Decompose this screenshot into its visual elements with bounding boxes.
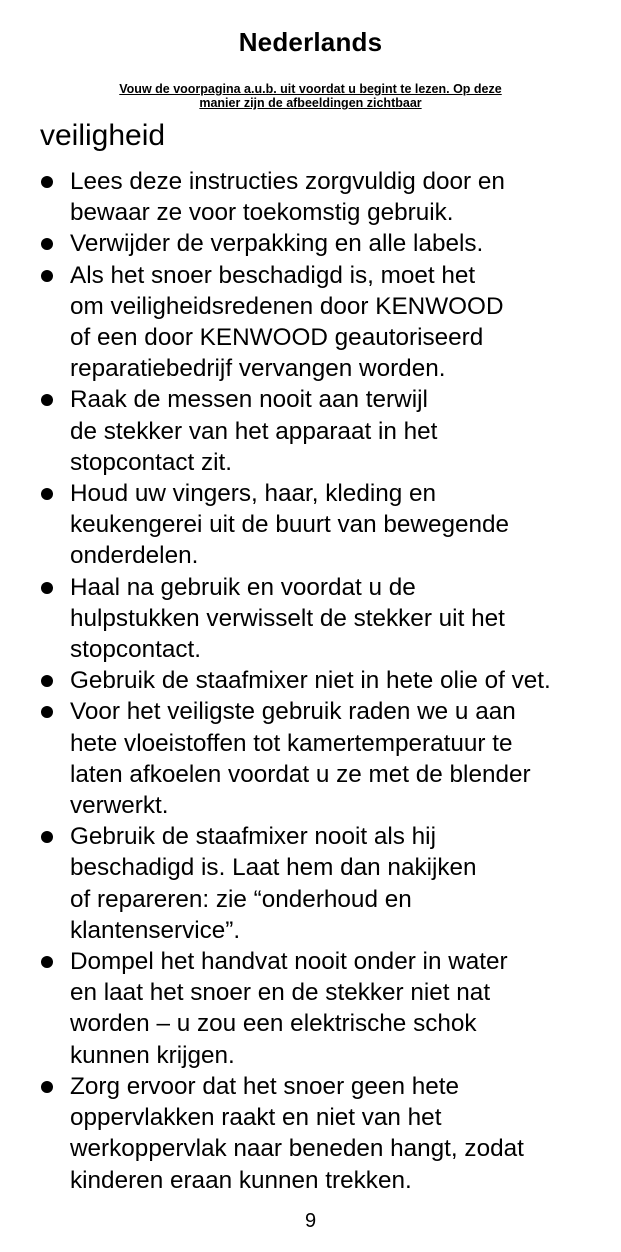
bullet-icon [41,176,53,188]
list-item-text: en laat het snoer en de stekker niet nat [70,979,491,1007]
list-item-text: om veiligheidsredenen door KENWOOD [70,292,504,320]
list-item [40,1071,600,1196]
list-item-text: verwerkt. [70,792,169,820]
list-item-text: oppervlakken raakt en niet van het [70,1104,442,1132]
bullet-icon [41,238,53,250]
page-number: 9 [304,1210,317,1232]
list-item [40,665,600,696]
list-item-text: Dompel het handvat nooit onder in water [70,948,508,976]
list-item [40,260,600,385]
fold-note-line: manier zijn de afbeeldingen zichtbaar [199,96,422,110]
list-item-text: hulpstukken verwisselt de stekker uit het [70,604,505,632]
list-item-text: de stekker van het apparaat in het [70,417,438,445]
list-item-text: kunnen krijgen. [70,1041,235,1069]
list-item-text: Lees deze instructies zorgvuldig door en [70,168,505,195]
list-item-text: Voor het veiligste gebruik raden we u aan [70,698,516,726]
safety-instructions-list [40,166,600,1196]
list-item-text: beschadigd is. Laat hem dan nakijken [70,854,477,882]
bullet-icon [41,706,53,718]
list-item-text: klantenservice”. [70,916,241,944]
list-item-text: worden – u zou een elektrische schok [70,1010,477,1038]
list-item-text: Raak de messen nooit aan terwijl [70,386,428,414]
list-item-text: kinderen eraan kunnen trekken. [70,1166,412,1194]
list-item-text: stopcontact zit. [70,448,233,476]
list-item-text: bewaar ze voor toekomstig gebruik. [70,199,454,227]
list-item-text: keukengerei uit de buurt van bewegende [70,511,510,539]
list-item-text: Verwijder de verpakking en alle labels. [70,230,484,258]
list-item-text: Als het snoer beschadigd is, moet het [70,261,476,289]
bullet-icon [41,956,53,968]
list-item-text: reparatiebedrijf vervangen worden. [70,355,446,383]
list-item [40,166,600,228]
list-item-text: Zorg ervoor dat het snoer geen hete [70,1072,459,1100]
list-item-text: onderdelen. [70,542,199,570]
bullet-icon [41,270,53,282]
list-item-text: Houd uw vingers, haar, kleding en [70,480,437,508]
list-item-text: hete vloeistoffen tot kamertemperatuur te [70,729,513,757]
section-heading: veiligheid [40,119,166,152]
list-item-text: of een door KENWOOD geautoriseerd [70,324,484,352]
list-item-text: laten afkoelen voordat u ze met de blender [70,760,531,788]
list-item-text: Gebruik de staafmixer nooit als hij [70,823,436,851]
list-item [40,384,600,478]
list-item [40,478,600,572]
list-item [40,946,600,1071]
bullet-icon [41,394,53,406]
list-item [40,821,600,946]
list-item-text: werkoppervlak naar beneden hangt, zodat [70,1135,524,1163]
bullet-icon [41,831,53,843]
bullet-icon [41,488,53,500]
list-item-text: Haal na gebruik en voordat u de [70,573,416,601]
list-item-text: Gebruik de staafmixer niet in hete olie of vet. [70,667,551,695]
page-title: Nederlands [238,27,383,57]
list-item [40,572,600,666]
bullet-icon [41,675,53,687]
bullet-icon [41,1081,53,1093]
fold-instruction-note [40,82,581,110]
list-item-text: of repareren: zie “onderhoud en [70,885,412,913]
list-item-text: stopcontact. [70,636,202,664]
list-item [40,228,600,259]
list-item [40,696,600,821]
fold-note-line: Vouw de voorpagina a.u.b. uit voordat u begint te lezen. Op deze [119,82,502,96]
bullet-icon [41,582,53,594]
